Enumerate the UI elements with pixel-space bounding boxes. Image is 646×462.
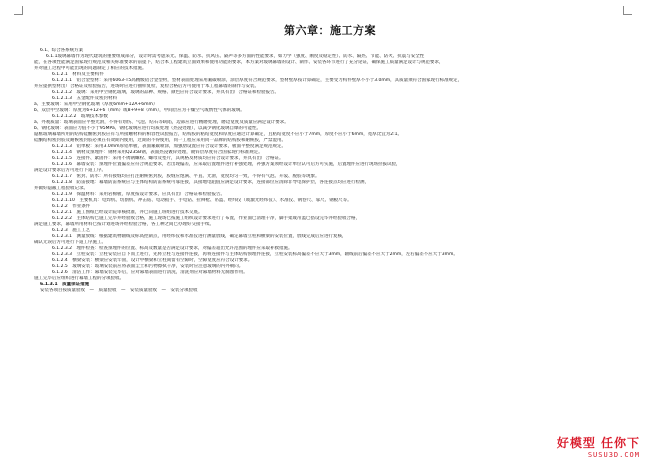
watermark [557,434,640,459]
document-line: 6.1.2.2 作业条件 [52,204,91,209]
document-line: 6.1.2.1.2.2 玻璃技术参数 [52,114,108,119]
document-line: a、外观质量：玻璃表面应平整光滑，不得有划伤、气泡、结石等缺陷，边部应进行精磨处理，磨边宽度及质量应满足设计要求。 [34,120,289,125]
document-line: 6.1.2.1.3 铝单板：采用3.0mm厚铝单板，表面氟碳喷涂，加强肋设置应符合设计要求，板面平整度满足规范规定。 [52,144,286,149]
watermark-brand: 好模型 任你下 [556,436,640,450]
document-line: 并对施工过程中可能出现的问题制定了相应的技术措施。 [34,66,147,71]
document-line: 6.1.2.1.1 铝合金型材：采用6063-T5高精级铝合金型材，型材表面处理采用氟碳喷涂，涂层厚度符合规范要求，型材壁厚按计算确定，主要受力构件壁厚不小于3.0mm，其质量须符合国家现行标准规定， [52,78,463,83]
document-line: 6.1.2.1.9 保温材料：采用岩棉板，厚度按设计要求，应具有出厂合格证和检验报告。 [52,192,226,197]
chapter-title: 第六章：施工方案 [284,24,376,37]
watermark-site: SUSU3D.COM [587,451,640,459]
document-line: b、钢化玻璃：表面应力值不小于95MPa，钢化玻璃应进行均质处理（热浸处理），以减少钢化玻璃自爆的可能性。 [34,126,261,131]
document-line: 满足施工要求，幕墙所用材料已按计划进场并经检验合格，各工种之间已办理好交接手续。 [34,222,214,227]
document-line: 6.1.2.1.5 连接件、紧固件：采用不锈钢螺栓、螺母及垫片，其规格及材质均应符合设计要求，并具有出厂合格证。 [52,156,284,161]
document-line: 6.1、综合各系统方案 [40,48,84,53]
document-line: 6.1.2.2.1 施工图纸已经设计院审核批准，并已向施工班组进行技术交底。 [52,210,203,215]
document-line: 能，在各项性能满足国家现行规范及相关标准要求的前提下，结合本工程建筑立面效果和使用功能的要求，本方案对玻璃幕墙的设计、制作、安装各环节进行了充分论证，确保施工质量满足设计与规范要求， [34,60,444,65]
document-line: 6.1.3.1 质量保证措施 [40,282,90,287]
document-body [34,48,626,294]
document-line: 6.1.2.1.10 主要机具：电焊机、切割机、冲击钻、电动扳手、手电钻、拉铆枪、吊篮、经纬仪（或激光经纬仪）、水准仪、钢卷尺、靠尺、钢板尺等。 [52,198,352,203]
document-line: 确认无误后方可进行下道工序施工。 [34,240,106,245]
document-line: 并做好隐蔽工程验收记录。 [34,186,88,191]
document-line: 满足设计要求后方可进行下道工序。 [34,168,106,173]
document-line: 6.1.2.3 施工工艺 [52,228,91,233]
document-line: 6.1.2.1 材料及主要构件 [52,72,104,77]
document-line: a、主要玻璃：采用中空钢化玻璃（厚度6mm+12A+6mm） [34,102,158,107]
document-line: 6.1.2.1.2 玻璃：采用中空钢化玻璃，玻璃的品种、规格、颜色应符合设计要求，并具有出厂合格证和检验报告。 [52,90,280,95]
document-line: 6.1.2.6 清洁工作：幕墙安装完毕后，应对幕墙表面进行清洗，清洗剂应对幕墙材料无腐蚀作用。 [52,270,248,275]
page-corner-mark-left [14,6,23,15]
document-line: 施工完毕后应组织进行幕墙工程的分项验收。 [34,276,124,281]
document-line: 6.1.2.3.2 埋件检查：检查预埋件的位置、标高及数量是否满足设计要求，对偏差超出允许范围的埋件应采取补救措施。 [52,246,293,251]
document-line: 6.1.2.3.1 测量放线：根据建筑物轴线及标高控制点，用经纬仪和水准仪进行测量放线，确定幕墙立柱和横梁的安装位置，放线完成后应进行复核， [52,234,347,239]
document-line: 硅酮结构密封胶及耐候密封胶必须在有效期内使用，过期的不得使用，同一工程应采用同一品牌的结构胶和耐候胶，严禁混用。 [34,138,286,143]
document-line: 隐框玻璃幕墙所用的结构硅酮密封胶应有与所接触材料的相容性试验报告，结构胶的粘结宽度和厚度应通过计算确定，且粘结宽度不应小于7mm，厚度不应小于6mm，宽厚比宜为2:1。 [34,132,402,137]
document-line: 6.1.2.4 横梁安装：横梁应安装牢固，设计中横梁和立柱间留有空隙时，空隙宽度应符合设计要求。 [52,258,253,263]
document-line: 6.1.2.1.8 防雷接地：幕墙防雷系统应与主体结构防雷系统可靠连接，其接地电阻值应满足设计要求，连接部位应清除非导电保护层，各连接点均应进行检测， [52,180,370,185]
document-line: b、双层中空玻璃：厚度为6+12+6（mm）或8+9+8（mm），中间层应为干燥空气或惰性气体的玻璃。 [34,108,245,113]
document-page [34,22,626,294]
document-line: 6.1.2.2.2 主体结构已施工完毕并经验收合格，施工现场已按施工组织设计要求进行了布置，作业面已清理干净，脚手架或吊篮已搭设完毕并经验收合格， [52,216,361,221]
document-line: 6.1.2.1.3 五金配件及密封材料 [52,96,118,101]
document-line: 6.1.2.1.7 密封、防水：所有接缝均应打注耐候密封胶，胶缝应饱满、平直、光滑，宽度均匀一致，不得有气泡、开裂、脱胶等现象。 [52,174,320,179]
page-corner-mark-right [623,6,632,15]
document-line: 6.1.2.1.4 钢材及预埋件：钢材采用Q235B钢，表面热浸镀锌处理，镀锌层厚度符合国家现行标准规定。 [52,150,263,155]
document-line: 6.1.2.5 玻璃安装：玻璃安装前应将表面尘土和污物擦拭干净，安装时应注意玻璃的内外朝向。 [52,264,244,269]
document-line: 并应提供型材出厂合格证及检验报告，进场时应进行抽样复检，复检合格后方可使用于本工程幕墙的制作与安装。 [34,84,259,89]
document-line: 6.1.2.3.3 立柱安装：立柱安装应自下而上进行，先将立柱与连接件连接，再将连接件与主体结构预埋件连接，立柱安装标高偏差不应大于3mm，轴线前后偏差不应大于2mm，左右偏差不应大于3mm。 [52,252,458,257]
document-line: 安装各项目按质量验收 — 质量验收 — 安装质量验收 — 安装分项验收 [40,288,198,293]
document-line: 6.1.1玻璃幕墙作为现代建筑的重要组成部分，设计时需考虑采光、保温、防水、抗风压、隔声等多方面的性能要求，如力学（强度、刚度及稳定性）、防水、隔热、节能、防火、抗震与安全性 [46,54,425,59]
document-line: 6.1.2.1.6 幕墙安装：预埋件位置偏差应符合规范要求，若出现偏差，应采取后置埋件进行补强处理，补强方案须经设计单位认可后方可实施，后置埋件应进行现场拉拔试验， [52,162,401,167]
